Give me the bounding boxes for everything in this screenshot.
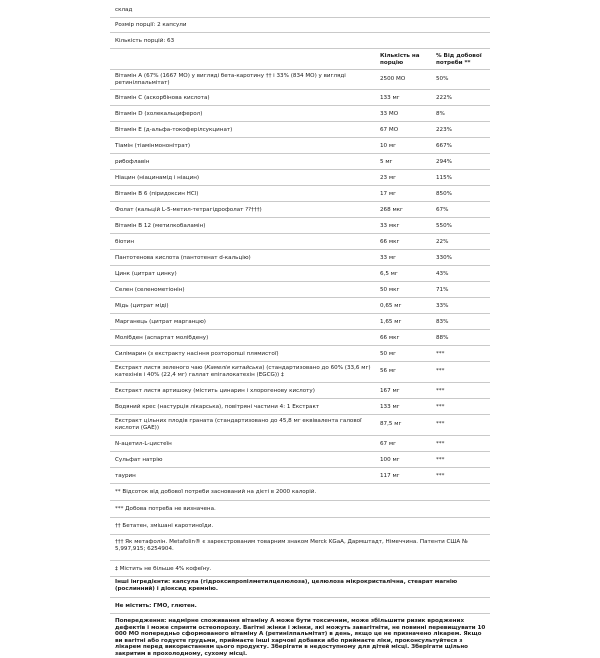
nutrient-dv: 43%	[436, 271, 449, 277]
nutrient-amount: 56 мг	[380, 368, 397, 374]
free-of-row	[110, 598, 490, 614]
table-row	[110, 415, 490, 436]
nutrient-name: Сульфат натрію	[115, 457, 163, 463]
footnote-text: ** Відсоток від добової потреби заснований на дієті в 2000 калорій.	[115, 489, 317, 495]
nutrient-name-part: Екстракт листя зеленого чаю (	[115, 365, 207, 371]
nutrient-name: Цинк (цитрат цинку)	[115, 271, 177, 277]
nutrient-dv: 67%	[436, 207, 449, 213]
table-row	[110, 314, 490, 330]
nutrient-name: Вітамін В 6 (піридоксин HCl)	[115, 191, 199, 197]
nutrient-amount: 1,65 мг	[380, 319, 402, 325]
table-row	[110, 186, 490, 202]
supplement-facts-panel	[110, 0, 490, 657]
nutrient-dv: 850%	[436, 191, 452, 197]
footnote-row	[110, 501, 490, 518]
nutrient-amount: 10 мг	[380, 143, 397, 149]
nutrient-amount: 100 мг	[380, 457, 400, 463]
table-row	[110, 106, 490, 122]
nutrient-name: Мідь (цитрат міді)	[115, 303, 169, 309]
nutrient-amount: 33 мг	[380, 255, 397, 261]
nutrient-dv: ***	[436, 368, 445, 374]
nutrient-amount: 5 мг	[380, 159, 393, 165]
table-row	[110, 383, 490, 399]
table-row	[110, 70, 490, 90]
composition-title-row	[110, 0, 490, 18]
nutrient-name: Ніацин (ніацинамід і ніацин)	[115, 175, 200, 181]
nutrient-amount: 133 мг	[380, 404, 400, 410]
nutrient-name: Тіамін (тіамінмононітрат)	[115, 143, 191, 149]
table-row	[110, 154, 490, 170]
footnote-text: ‡ Містить не більше 4% кофеїну.	[115, 566, 212, 572]
table-row	[110, 399, 490, 415]
nutrient-name-part: ) (стандартизовано до 60% (33,6 мг) катехінів і 40% (22,4 мг) галлат епігалокатехін (EGCG)) ‡	[115, 365, 371, 378]
nutrient-name: Пантотенова кислота (пантотенат d-кальцію)	[115, 255, 251, 261]
nutrient-dv: 22%	[436, 239, 449, 245]
nutrient-name: Фолат (кальцій L-5-метил-тетрагідрофолат ??†††)	[115, 207, 262, 213]
nutrient-dv: 8%	[436, 111, 445, 117]
nutrient-dv: 223%	[436, 127, 452, 133]
nutrient-dv: 222%	[436, 95, 452, 101]
nutrient-dv: ***	[436, 388, 445, 394]
nutrient-amount: 167 мг	[380, 388, 400, 394]
nutrient-name: Вітамін С (аскорбінова кислота)	[115, 95, 210, 101]
warning-text: Попередження: надмірне споживання вітаміну А може бути токсичним, може збільшити ризик вроджених дефектів і може сприяти остеопорозу. Вагітні жінки і жінки, які можуть завагітніти, не повинні перевищувати 10 000 МО попередньо сформованого вітаміну А (ретинілпальмітат) в день, якщо це не призначено лікарем. Якщо ви вагітні або годуєте грудьми, приймаєте інші харчові добавки або приймаєте ліки, проконсультуйтеся з лікарем перед використанням цього продукту. Зберігати в недоступному для дітей місці. Зберігати щільно закритим в прохолодному, сухому місці.	[115, 618, 486, 657]
nutrient-amount: 6,5 мг	[380, 271, 398, 277]
amount-column-header: Кількість на порцію	[380, 53, 420, 66]
nutrient-amount: 33 МО	[380, 111, 399, 117]
table-row	[110, 122, 490, 138]
nutrient-dv: ***	[436, 404, 445, 410]
nutrient-dv: 50%	[436, 76, 449, 82]
nutrient-amount: 0,65 мг	[380, 303, 402, 309]
nutrient-name: N-ацетил-L-цистеїн	[115, 441, 172, 447]
nutrient-dv: 294%	[436, 159, 452, 165]
table-row	[110, 282, 490, 298]
table-row	[110, 250, 490, 266]
servings-row	[110, 33, 490, 49]
nutrient-dv: 667%	[436, 143, 452, 149]
nutrient-name: Силімарин (з екстракту насіння розторопші плямистої)	[115, 351, 279, 357]
footnote-row	[110, 484, 490, 501]
nutrient-name: Вітамін А (67% (1667 МО) у вигляді бета-каротину †† і 33% (834 МО) у вигляді ретинілпальмітат)	[115, 73, 346, 86]
nutrient-dv: 115%	[436, 175, 452, 181]
nutrient-amount: 2500 МО	[380, 76, 406, 82]
composition-title: склад	[115, 7, 133, 13]
table-row	[110, 298, 490, 314]
nutrient-name: Вітамін В 12 (метилкобаламін)	[115, 223, 206, 229]
table-row	[110, 266, 490, 282]
nutrient-dv: ***	[436, 421, 445, 427]
nutrient-dv: 71%	[436, 287, 449, 293]
serving-size: Розмір порції: 2 капсули	[115, 22, 187, 28]
nutrient-name: біотин	[115, 239, 134, 245]
nutrient-amount: 50 мкг	[380, 287, 400, 293]
table-row	[110, 170, 490, 186]
table-header-row	[110, 49, 490, 70]
nutrient-name-latin: Камелія китайська	[206, 365, 263, 371]
nutrient-dv: 83%	[436, 319, 449, 325]
footnote-row	[110, 561, 490, 577]
nutrient-amount: 17 мг	[380, 191, 397, 197]
nutrient-name: таурин	[115, 473, 136, 479]
nutrient-amount: 33 мкг	[380, 223, 400, 229]
table-row	[110, 330, 490, 346]
nutrient-name: Екстракт листя артишоку (містить цинарин і хлорогенову кислоту)	[115, 388, 315, 394]
nutrient-dv: ***	[436, 441, 445, 447]
free-of: Не містить: ГМО, глютен.	[115, 603, 197, 609]
nutrient-name: Водяний крес (настурція лікарська), повітряні частини 4: 1 Екстракт	[115, 404, 320, 410]
nutrient-dv: 550%	[436, 223, 452, 229]
table-row	[110, 436, 490, 452]
nutrient-name	[115, 365, 377, 378]
nutrient-amount: 268 мкг	[380, 207, 403, 213]
nutrient-amount: 117 мг	[380, 473, 400, 479]
other-ingredients-row	[110, 577, 490, 598]
table-row	[110, 90, 490, 106]
serving-size-row	[110, 18, 490, 33]
table-row	[110, 234, 490, 250]
table-row	[110, 362, 490, 383]
nutrient-amount: 67 мг	[380, 441, 397, 447]
nutrient-name: Вітамін D (холекальциферол)	[115, 111, 203, 117]
nutrient-dv: ***	[436, 473, 445, 479]
footnote-row	[110, 535, 490, 561]
nutrient-table	[110, 70, 490, 484]
footnotes	[110, 484, 490, 577]
footnote-text: †† Бетатен, змішані каротиноїди.	[115, 523, 214, 529]
nutrient-amount: 67 МО	[380, 127, 399, 133]
footnote-row	[110, 518, 490, 535]
nutrient-name: Молібден (аспартат молібдену)	[115, 335, 209, 341]
warning-row	[110, 614, 490, 657]
nutrient-name: Селен (селенометіонін)	[115, 287, 185, 293]
nutrient-dv: ***	[436, 351, 445, 357]
servings-count: Кількість порцій: 63	[115, 38, 175, 44]
nutrient-name: рибофлавін	[115, 159, 150, 165]
table-row	[110, 138, 490, 154]
nutrient-amount: 66 мкг	[380, 335, 400, 341]
nutrient-amount: 87,5 мг	[380, 421, 402, 427]
footnote-text: *** Добова потреба не визначена.	[115, 506, 216, 512]
footnote-text: ††† Як метафолін. Metafolin® є зареєстрованим товарним знаком Merck KGaA, Дармштадт, Німеччина. Патенти США № 5,997,915; 6254904.	[115, 539, 468, 552]
table-row	[110, 452, 490, 468]
nutrient-name: Марганець (цитрат марганцю)	[115, 319, 206, 325]
nutrient-amount: 133 мг	[380, 95, 400, 101]
table-row	[110, 202, 490, 218]
dv-column-header: % Від добової потреби **	[436, 53, 482, 66]
nutrient-dv: 88%	[436, 335, 449, 341]
nutrient-dv: 33%	[436, 303, 449, 309]
other-ingredients: Інші інгредієнти: капсула (гідроксипропілметилцелюлоза), целюлоза мікрокристалічна, стеарат магнію (рослинний) і діоксид кремнію.	[115, 579, 458, 592]
table-row	[110, 218, 490, 234]
nutrient-amount: 66 мкг	[380, 239, 400, 245]
nutrient-name: Вітамін Е (д-альфа-токоферілсукцинат)	[115, 127, 233, 133]
nutrient-amount: 50 мг	[380, 351, 397, 357]
table-row	[110, 468, 490, 484]
nutrient-dv: 330%	[436, 255, 452, 261]
table-row	[110, 346, 490, 362]
nutrient-amount: 23 мг	[380, 175, 397, 181]
nutrient-dv: ***	[436, 457, 445, 463]
nutrient-name: Екстракт цільних плодів граната (стандартизовано до 45,8 мг еквівалента галової кислоти (GAE))	[115, 418, 362, 431]
